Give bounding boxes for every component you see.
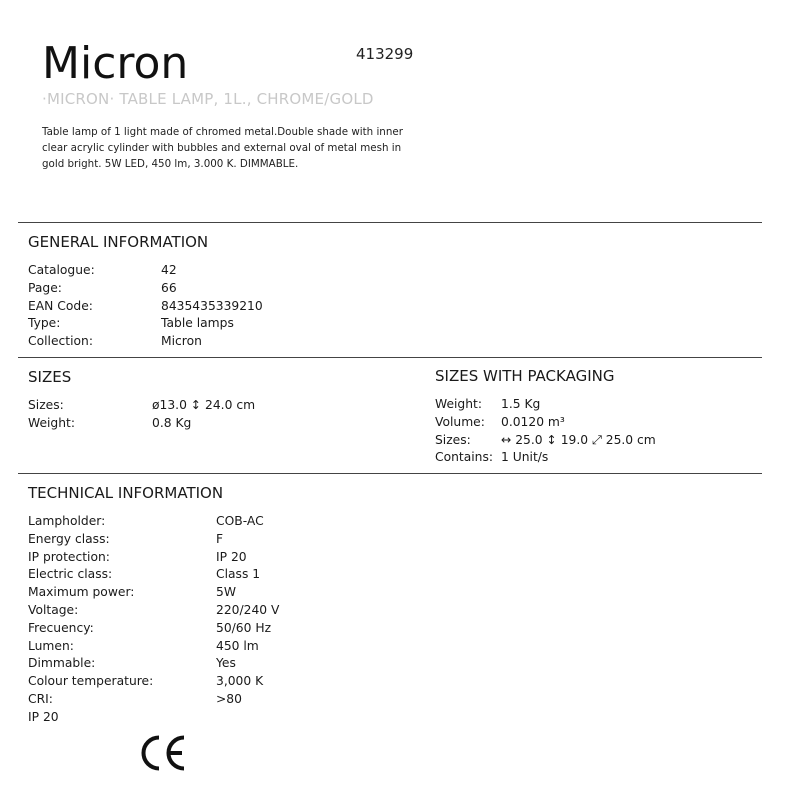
row-label: Catalogue: <box>28 263 95 277</box>
general-row-type <box>28 315 263 333</box>
row-label: CRI: <box>28 691 53 706</box>
row-label: Lampholder: <box>28 514 106 528</box>
technical-row <box>28 673 279 691</box>
row-value: 8435435339210 <box>161 298 263 313</box>
general-info-heading: GENERAL INFORMATION <box>28 233 209 251</box>
row-label: Colour temperature: <box>28 674 154 689</box>
sizes-table <box>28 397 255 433</box>
row-label: Type: <box>28 316 61 331</box>
row-label: Contains: <box>435 450 494 465</box>
row-label: Voltage: <box>28 602 79 617</box>
technical-row <box>28 638 279 656</box>
row-label: Dimmable: <box>28 656 96 671</box>
product-title: Micron <box>42 38 189 89</box>
row-value: 3,000 K <box>216 674 264 689</box>
row-value: Yes <box>216 656 236 671</box>
packaging-row-sizes <box>435 432 656 450</box>
sizes-row-weight <box>28 415 255 433</box>
divider-sizes <box>18 357 762 358</box>
product-subtitle: ·MICRON· TABLE LAMP, 1L., CHROME/GOLD <box>42 90 374 108</box>
row-value: 5W <box>216 585 236 600</box>
packaging-heading: SIZES WITH PACKAGING <box>435 367 615 385</box>
row-label: Sizes: <box>435 432 471 447</box>
technical-row <box>28 566 279 584</box>
product-description: Table lamp of 1 light made of chromed metal.Double shade with inner clear acrylic cylinder with bubbles and external oval of metal mesh in gold bright. 5W LED, 450 lm, 3.000 K. DIMMABLE. <box>42 126 403 170</box>
row-label: Frecuency: <box>28 620 94 635</box>
row-label: Maximum power: <box>28 585 135 600</box>
general-row-ean <box>28 298 263 316</box>
row-value: IP 20 <box>216 549 247 564</box>
row-label: Page: <box>28 280 62 295</box>
row-value: 1.5 Kg <box>501 397 541 411</box>
row-label: Energy class: <box>28 531 110 546</box>
technical-row <box>28 655 279 673</box>
row-value: 1 Unit/s <box>501 450 549 465</box>
row-label: Collection: <box>28 334 93 349</box>
row-value: 50/60 Hz <box>216 620 272 635</box>
row-label: Weight: <box>435 397 482 411</box>
sizes-heading: SIZES <box>28 368 72 386</box>
row-value: Table lamps <box>161 316 234 331</box>
row-label: Lumen: <box>28 638 74 653</box>
general-row-collection <box>28 333 263 351</box>
packaging-row-contains <box>435 449 656 467</box>
general-row-catalogue <box>28 262 263 280</box>
row-value: Class 1 <box>216 567 261 582</box>
row-label: IP protection: <box>28 549 110 564</box>
row-value: 66 <box>161 280 177 295</box>
technical-row <box>28 549 279 567</box>
packaging-row-weight <box>435 396 656 414</box>
row-value: Micron <box>161 334 202 349</box>
ip-rating-label: IP 20 <box>28 709 59 724</box>
technical-info-heading: TECHNICAL INFORMATION <box>28 484 224 502</box>
ce-mark-icon <box>138 734 188 776</box>
technical-row <box>28 620 279 638</box>
row-value: ø13.0 ↕ 24.0 cm <box>152 398 256 412</box>
row-value: COB-AC <box>216 514 264 528</box>
general-row-page <box>28 280 263 298</box>
row-label: Weight: <box>28 415 75 430</box>
general-info-table <box>28 262 263 351</box>
row-value: 0.8 Kg <box>152 415 192 430</box>
row-label: EAN Code: <box>28 298 93 313</box>
technical-row <box>28 691 279 709</box>
divider-general <box>18 222 762 223</box>
technical-row <box>28 531 279 549</box>
packaging-row-volume <box>435 414 656 432</box>
technical-row <box>28 584 279 602</box>
row-label: Volume: <box>435 414 485 429</box>
packaging-table <box>435 396 656 467</box>
sizes-row-dimensions <box>28 397 255 415</box>
product-reference: 413299 <box>356 45 414 63</box>
row-value: 0.0120 m³ <box>501 414 565 429</box>
technical-info-table <box>28 513 279 727</box>
divider-technical <box>18 473 762 474</box>
row-label: Sizes: <box>28 398 64 412</box>
row-value: 450 lm <box>216 638 259 653</box>
row-value: >80 <box>216 691 242 706</box>
technical-row <box>28 513 279 531</box>
row-value: 220/240 V <box>216 602 280 617</box>
row-value: F <box>216 531 224 546</box>
row-value: ↔ 25.0 ↕ 19.0 ⤢ 25.0 cm <box>501 432 656 447</box>
technical-footer-ip <box>28 709 279 727</box>
row-value: 42 <box>161 263 177 277</box>
row-label: Electric class: <box>28 567 113 582</box>
technical-row <box>28 602 279 620</box>
